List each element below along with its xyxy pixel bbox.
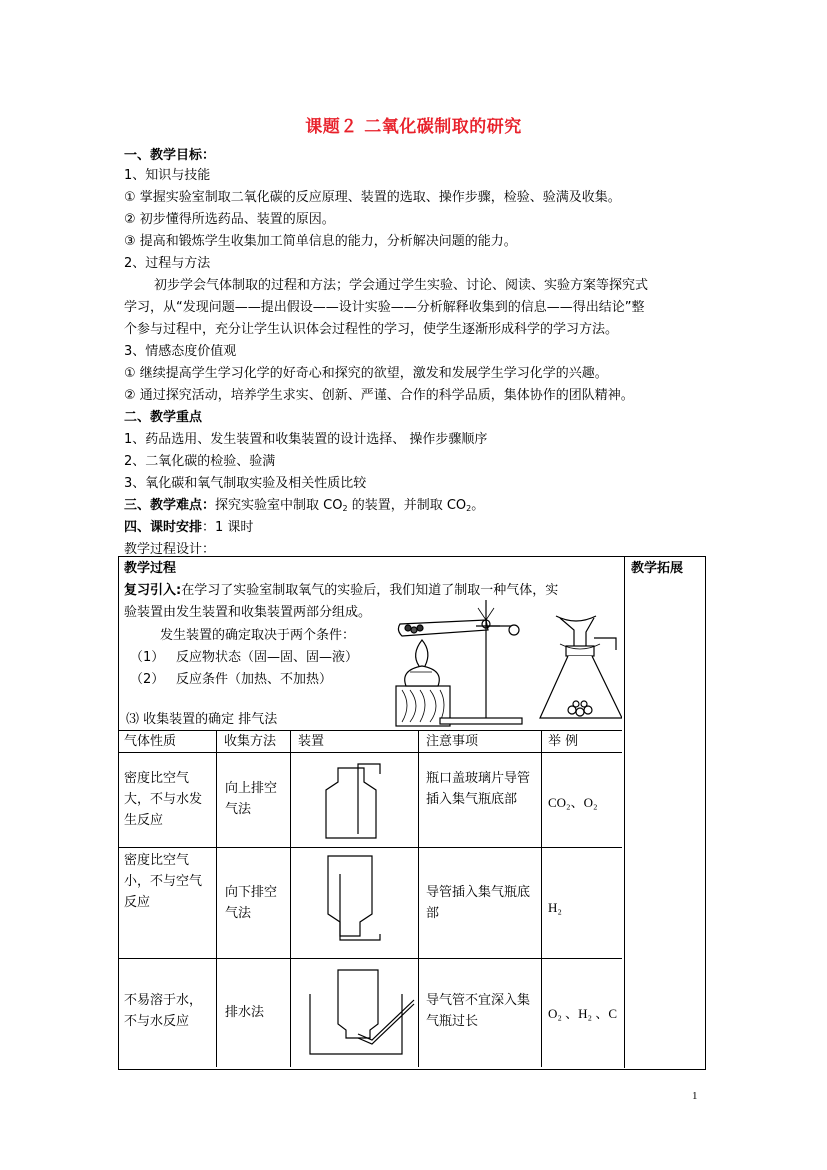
page-number: 1: [692, 1090, 698, 1102]
design-label: 教学过程设计：: [124, 542, 216, 557]
difficulty-sub-a: 2: [342, 504, 348, 513]
review-label: 复习引入:: [124, 583, 182, 598]
flame: [416, 640, 428, 666]
row2-notes: 导管插入集气瓶底部: [426, 885, 531, 921]
objectives-s3-item: ① 继续提高学生学习化学的好奇心和探究的欲望，激发和发展学生学习化学的兴趣。: [124, 366, 608, 381]
objectives-s1-item: ② 初步懂得所选药品、装置的原因。: [124, 212, 335, 227]
cond1: 反应物状态（固—固、固—液）: [176, 650, 359, 665]
row3-notes: 导气管不宜深入集气瓶过长: [426, 993, 531, 1029]
objectives-s1-item: ① 掌握实验室制取二氧化碳的反应原理、装置的选取、操作步骤，检验、验满及收集。: [124, 190, 621, 205]
keypoint-item: 1、药品选用、发生装置和收集装置的设计选择、 操作步骤顺序: [124, 432, 488, 447]
extend-column-divider: [624, 556, 625, 1068]
vline: [541, 730, 542, 1067]
schedule-value: ：1 课时: [202, 520, 254, 535]
objectives-s1-title: 1、知识与技能: [124, 168, 211, 183]
objectives-s2-para: 学习，从“发现问题——提出假设——设计实验——分析解释收集到的信息——得出结论”整: [124, 300, 645, 315]
header-apparatus: 装置: [298, 734, 325, 749]
difficulty-text-c: 。: [471, 498, 485, 513]
hline: [118, 847, 622, 848]
row3-method: 排水法: [225, 1005, 265, 1020]
row2-method: 向下排空气法: [225, 885, 278, 921]
objectives-s3-item: ② 通过探究活动，培养学生求实、创新、严谨、合作的科学品质，集体协作的团队精神。: [124, 388, 634, 403]
vline: [290, 730, 291, 1067]
difficulty-text-b: 的装置，并制取 CO: [347, 498, 467, 513]
objectives-s3-title: 3、情感态度价值观: [124, 344, 237, 359]
hline: [118, 958, 622, 959]
objectives-s2-para: 个参与过程中，充分让学生认识体会过程性的学习，使学生逐渐形成科学的学习方法。: [124, 322, 619, 337]
apparatus-illustration: [390, 590, 622, 730]
gen-intro: 发生装置的确定取决于两个条件：: [160, 628, 356, 643]
objectives-heading: 一、教学目标：: [124, 148, 216, 163]
keypoints-heading: 二、教学重点: [124, 410, 203, 425]
cond2: 反应条件（加热、不加热）: [176, 672, 333, 687]
row2-property: 密度比空气小，不与空气反应: [124, 853, 203, 910]
objectives-s2-title: 2、过程与方法: [124, 256, 211, 271]
cond2-num: （2）: [130, 672, 165, 687]
upward-air-bottle: [324, 760, 384, 840]
row3-property: 不易溶于水，不与水反应: [124, 993, 203, 1029]
keypoint-item: 2、二氧化碳的检验、验满: [124, 454, 276, 469]
difficulty-label: 三、教学难点：: [124, 498, 216, 513]
vline: [216, 730, 217, 1067]
header-method: 收集方法: [224, 734, 277, 749]
keypoint-item: 3、氧化碳和氧气制取实验及相关性质比较: [124, 476, 367, 491]
difficulty-sub-b: 2: [466, 504, 472, 513]
col-extend-header: 教学拓展: [631, 561, 684, 576]
row3-example: O₂ 、H₂ 、C: [548, 1006, 618, 1021]
row1-notes: 瓶口盖玻璃片导管插入集气瓶底部: [426, 771, 531, 807]
collect-title: ⑶ 收集装置的确定 排气法: [126, 712, 278, 727]
vline: [418, 730, 419, 1067]
schedule-label: 四、课时安排: [124, 520, 203, 535]
row1-method: 向上排空气法: [225, 781, 278, 817]
difficulty-text-a: 探究实验室中制取 CO: [215, 498, 343, 513]
difficulty-line: [124, 496, 484, 519]
gas-jar: [338, 970, 378, 1038]
header-example: 举 例: [548, 734, 579, 749]
col-process-header: 教学过程: [124, 561, 177, 576]
row1-property: 密度比空气大，不与水发生反应: [124, 771, 203, 828]
row2-example: H₂: [548, 900, 562, 915]
cond1-num: （1）: [130, 650, 165, 665]
hline: [118, 752, 622, 753]
downward-air-bottle: [318, 852, 384, 948]
objectives-s1-item: ③ 提高和锻炼学生收集加工简单信息的能力，分析解决问题的能力。: [124, 234, 517, 249]
row1-example: CO₂、O₂: [548, 795, 598, 810]
review-line-2: 验装置由发生装置和收集装置两部分组成。: [124, 605, 372, 620]
objectives-s2-para: 初步学会气体制取的过程和方法；学会通过学生实验、讨论、阅读、实验方案等探究式: [154, 278, 649, 293]
review-text: 在学习了实验室制取氧气的实验后，我们知道了制取一种气体，实: [181, 583, 559, 598]
schedule-line: [124, 518, 253, 538]
alcohol-lamp: [405, 666, 440, 686]
header-property: 气体性质: [124, 734, 177, 749]
water-displacement-setup: [302, 964, 416, 1058]
header-notes: 注意事项: [426, 734, 479, 749]
page-title: 课题２ 二氧化碳制取的研究: [305, 117, 522, 137]
